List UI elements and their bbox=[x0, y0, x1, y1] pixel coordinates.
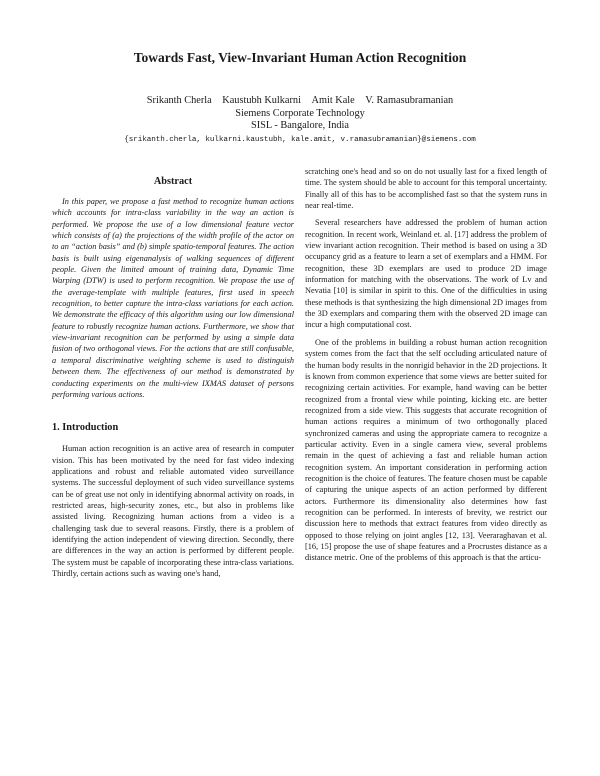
abstract-text: In this paper, we propose a fast method to recognize human actions which accounts for intra-class variability in the way an action is performed. We propose the use of a low dimensional feature vector which consists of (a) the projections of the width profile of the actor on to an “action basis” and (b) simple spatio-temporal features. The action basis is built using eigenanalysis of walking sequences of different people. Given the limited amount of training data, Dynamic Time Warping (DTW) is used to perform recognition. We propose the use of the average-template with multiple features, first used in speech recognition, to better capture the intra-class variations for each action. We demonstrate the efficacy of this algorithm using our low dimensional feature to robustly recognize human actions. Furthermore, we show that view-invariant recognition can be performed by using a simple data fusion of two orthogonal views. For the actions that are still confusable, a temporal discriminative weighting scheme is used to distinguish between them. The effectiveness of our method is demonstrated by conducting experiments on the multi-view IXMAS dataset of persons performing various actions. bbox=[52, 197, 294, 399]
introduction-paragraph: Human action recognition is an active area of research in computer vision. This has been motivated by the need for fast video indexing applications and robust and reliable automated video surveillance systems. The successful deployment of such video surveillance systems can be of great use not only in identifying abnormal activity on roads, in restricted areas, high-security zones, etc., but also in problems like assisted living. Recognizing human actions from a video is a challenging task due to several reasons. Firstly, there is a problem of identifying the action independent of viewing direction. Secondly, there are differences in the way an action is performed by different people. The system must be capable of incorporating these intra-class variations. Thirdly, certain actions such as waving one's hand, bbox=[52, 444, 294, 578]
paper-title: Towards Fast, View-Invariant Human Action Recognition bbox=[133, 50, 467, 65]
author-emails: {srikanth.cherla, kulkarni.kaustubh, kale.amit, v.ramasubramanian}@siemens.com bbox=[124, 135, 476, 144]
author-name: V. Ramasubramanian bbox=[365, 95, 454, 106]
abstract-heading: Abstract bbox=[153, 176, 193, 187]
introduction-heading: 1. Introduction bbox=[52, 422, 119, 434]
right-column bbox=[305, 166, 547, 564]
left-column bbox=[52, 172, 294, 579]
author-name: Srikanth Cherla bbox=[146, 95, 212, 106]
location: SISL - Bangalore, India bbox=[251, 120, 349, 131]
author-name: Amit Kale bbox=[311, 95, 355, 106]
author-name: Kaustubh Kulkarni bbox=[222, 95, 301, 106]
author-block bbox=[0, 95, 600, 146]
affiliation: Siemens Corporate Technology bbox=[235, 107, 365, 119]
author-list bbox=[0, 95, 600, 108]
body-paragraph: One of the problems in building a robust human action recognition system comes from the fact that the self occluding articulated nature of the human body results in the nonrigid behavior in the 2D projections. It is known from common experience that some views are better suited for recognizing certain activities. For example, hand waving can be better recognized from a frontal view while pointing, kicking etc. are better recognized from a side view. This suggests that accurate recognition of human actions requires a minimum of two orthogonally placed synchronized cameras and using the appropriate camera to recognize a particular activity. Even in a single camera view, several problems remain in the quest of achieving a fast and reliable human action recognition system. An important consideration in performing action recognition is the choice of features. The feature chosen must be capable of capturing the unique aspects of an action performed by different actors. Furthermore its dimensionality also determines how fast recognition can be performed. In interests of brevity, we restrict our discussion here to methods that extract features from video directly as opposed to those relying on joint angles [12, 13]. Veeraraghavan et al.[16, 15] propose the use of shape features and a Procrustes distance as a distance metric. One of the problems of this approach is that the articu- bbox=[305, 337, 547, 563]
body-paragraph: scratching one's head and so on do not usually last for a fixed length of time. The system should be able to account for this temporal uncertainty. Finally all of this has to be accomplished fast so that the system runs in near real-time. bbox=[305, 167, 547, 211]
body-paragraph: Several researchers have addressed the problem of human action recognition. In recent work, Weinland et. al. [17] address the problem of view invariant action recognition. Their method is based on using a 3D occupancy grid as a feature to learn a set of exemplars and a HMM. For recognition, these 3D exemplars are used to produce 2D image information for matching with the observations. The work of Lv and Nevatia [10] is similar in spirit to this. One of the difficulties in using these methods is that synthesizing the high dimensional 2D images from the 3D exemplars and comparing them with the observed 2D image can incur a high computational cost. bbox=[305, 218, 547, 330]
